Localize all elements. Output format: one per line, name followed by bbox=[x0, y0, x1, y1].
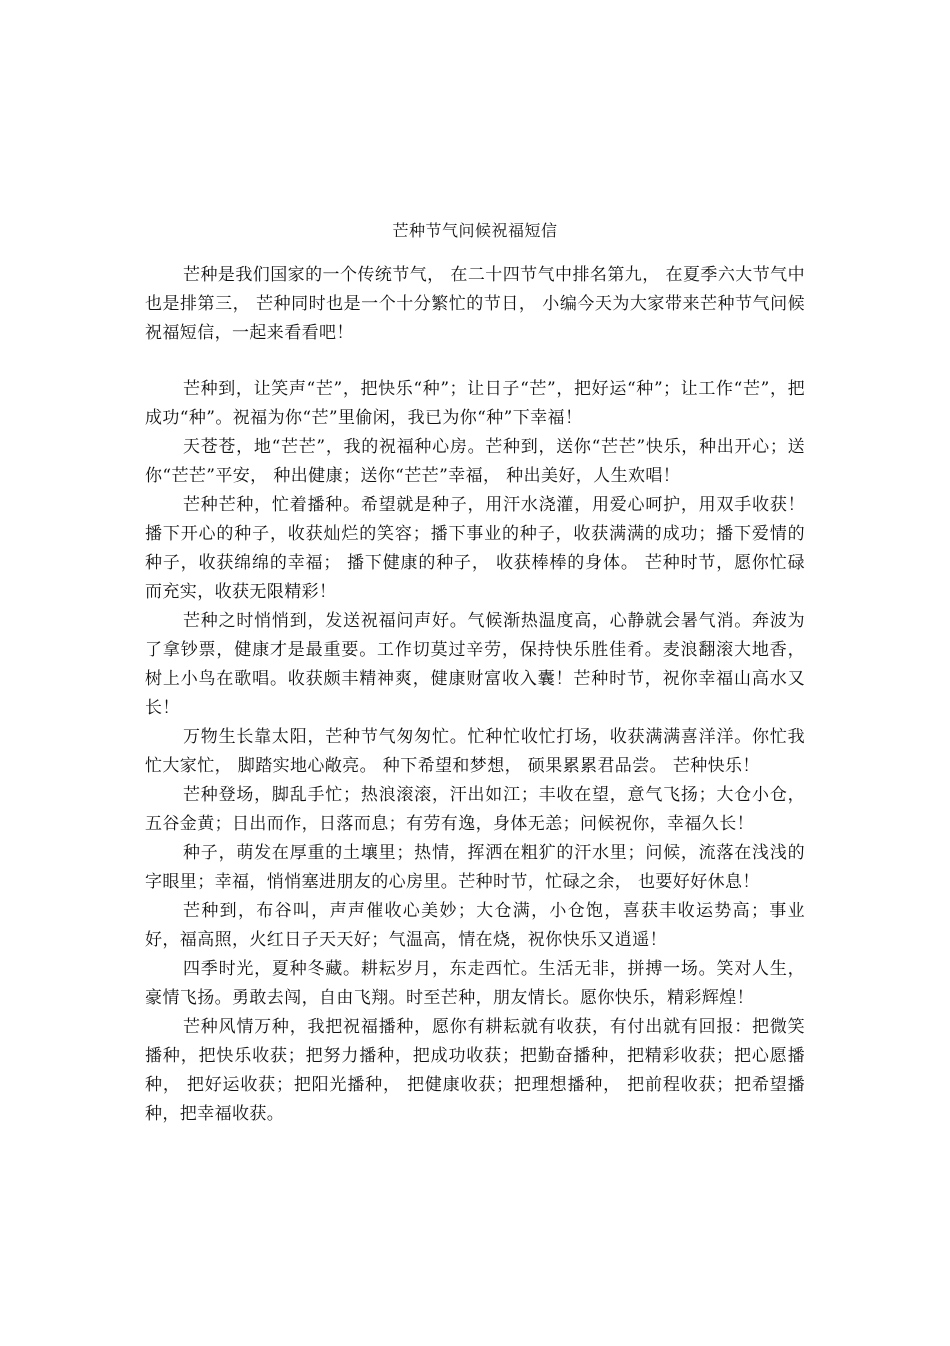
intro-paragraph: 芒种是我们国家的一个传统节气， 在二十四节气中排名第九， 在夏季六大节气中也是排第三， 芒种同时也是一个十分繁忙的节日， 小编今天为大家带来芒种节气问候祝福短信，一起来看看吧！ bbox=[145, 265, 805, 343]
message-paragraph-7: 种子，萌发在厚重的土壤里；热情，挥洒在粗犷的汗水里；问候，流落在浅浅的字眼里；幸福，悄悄塞进朋友的心房里。芒种时节，忙碌之余， 也要好好休息！ bbox=[145, 843, 805, 892]
message-paragraph-2: 天苍苍，地“芒芒”，我的祝福种心房。芒种到，送你“芒芒”快乐，种出开心；送你“芒芒”平安， 种出健康；送你“芒芒”幸福， 种出美好，人生欢唱！ bbox=[145, 437, 805, 486]
message-paragraph-4: 芒种之时悄悄到，发送祝福问声好。气候渐热温度高，心静就会暑气消。奔波为了拿钞票，健康才是最重要。工作切莫过辛劳，保持快乐胜佳肴。麦浪翻滚大地香，树上小鸟在歌唱。收获颇丰精神爽，健康财富收入囊！芒种时节，祝你幸福山高水又长！ bbox=[145, 611, 805, 718]
message-paragraph-5: 万物生长靠太阳，芒种节气匆匆忙。忙种忙收忙打场，收获满满喜洋洋。你忙我忙大家忙， 脚踏实地心敞亮。 种下希望和梦想， 硕果累累君品尝。 芒种快乐！ bbox=[145, 727, 805, 776]
message-paragraph-6: 芒种登场，脚乱手忙；热浪滚滚，汗出如江；丰收在望，意气飞扬；大仓小仓，五谷金黄；日出而作，日落而息；有劳有逸，身体无恙；问候祝你，幸福久长！ bbox=[145, 785, 805, 834]
message-paragraph-10: 芒种风情万种，我把祝福播种，愿你有耕耘就有收获，有付出就有回报：把微笑播种，把快乐收获；把努力播种，把成功收获；把勤奋播种，把精彩收获；把心愿播种， 把好运收获；把阳光播种， 把健康收获；把理想播种， 把前程收获；把希望播种，把幸福收获。 bbox=[145, 1017, 805, 1124]
page-title: 芒种节气问候祝福短信 bbox=[392, 221, 558, 240]
message-list bbox=[145, 375, 805, 1129]
message-paragraph-8: 芒种到，布谷叫，声声催收心美妙；大仓满，小仓饱，喜获丰收运势高；事业好，福高照，火红日子天天好；气温高，情在烧，祝你快乐又逍遥！ bbox=[145, 901, 805, 950]
message-paragraph-1: 芒种到，让笑声“芒”，把快乐“种”；让日子“芒”，把好运“种”；让工作“芒”，把成功“种”。祝福为你“芒”里偷闲，我已为你“种”下幸福！ bbox=[145, 379, 805, 428]
message-paragraph-3: 芒种芒种，忙着播种。希望就是种子，用汗水浇灌，用爱心呵护，用双手收获！播下开心的种子，收获灿烂的笑容；播下事业的种子，收获满满的成功；播下爱情的种子，收获绵绵的幸福； 播下健康的种子， 收获棒棒的身体。 芒种时节，愿你忙碌而充实，收获无限精彩！ bbox=[145, 495, 805, 602]
message-paragraph-9: 四季时光，夏种冬藏。耕耘岁月，东走西忙。生活无非，拼搏一场。笑对人生，豪情飞扬。勇敢去闯，自由飞翔。时至芒种，朋友情长。愿你快乐，精彩辉煌！ bbox=[145, 959, 805, 1008]
intro-section bbox=[145, 261, 805, 348]
